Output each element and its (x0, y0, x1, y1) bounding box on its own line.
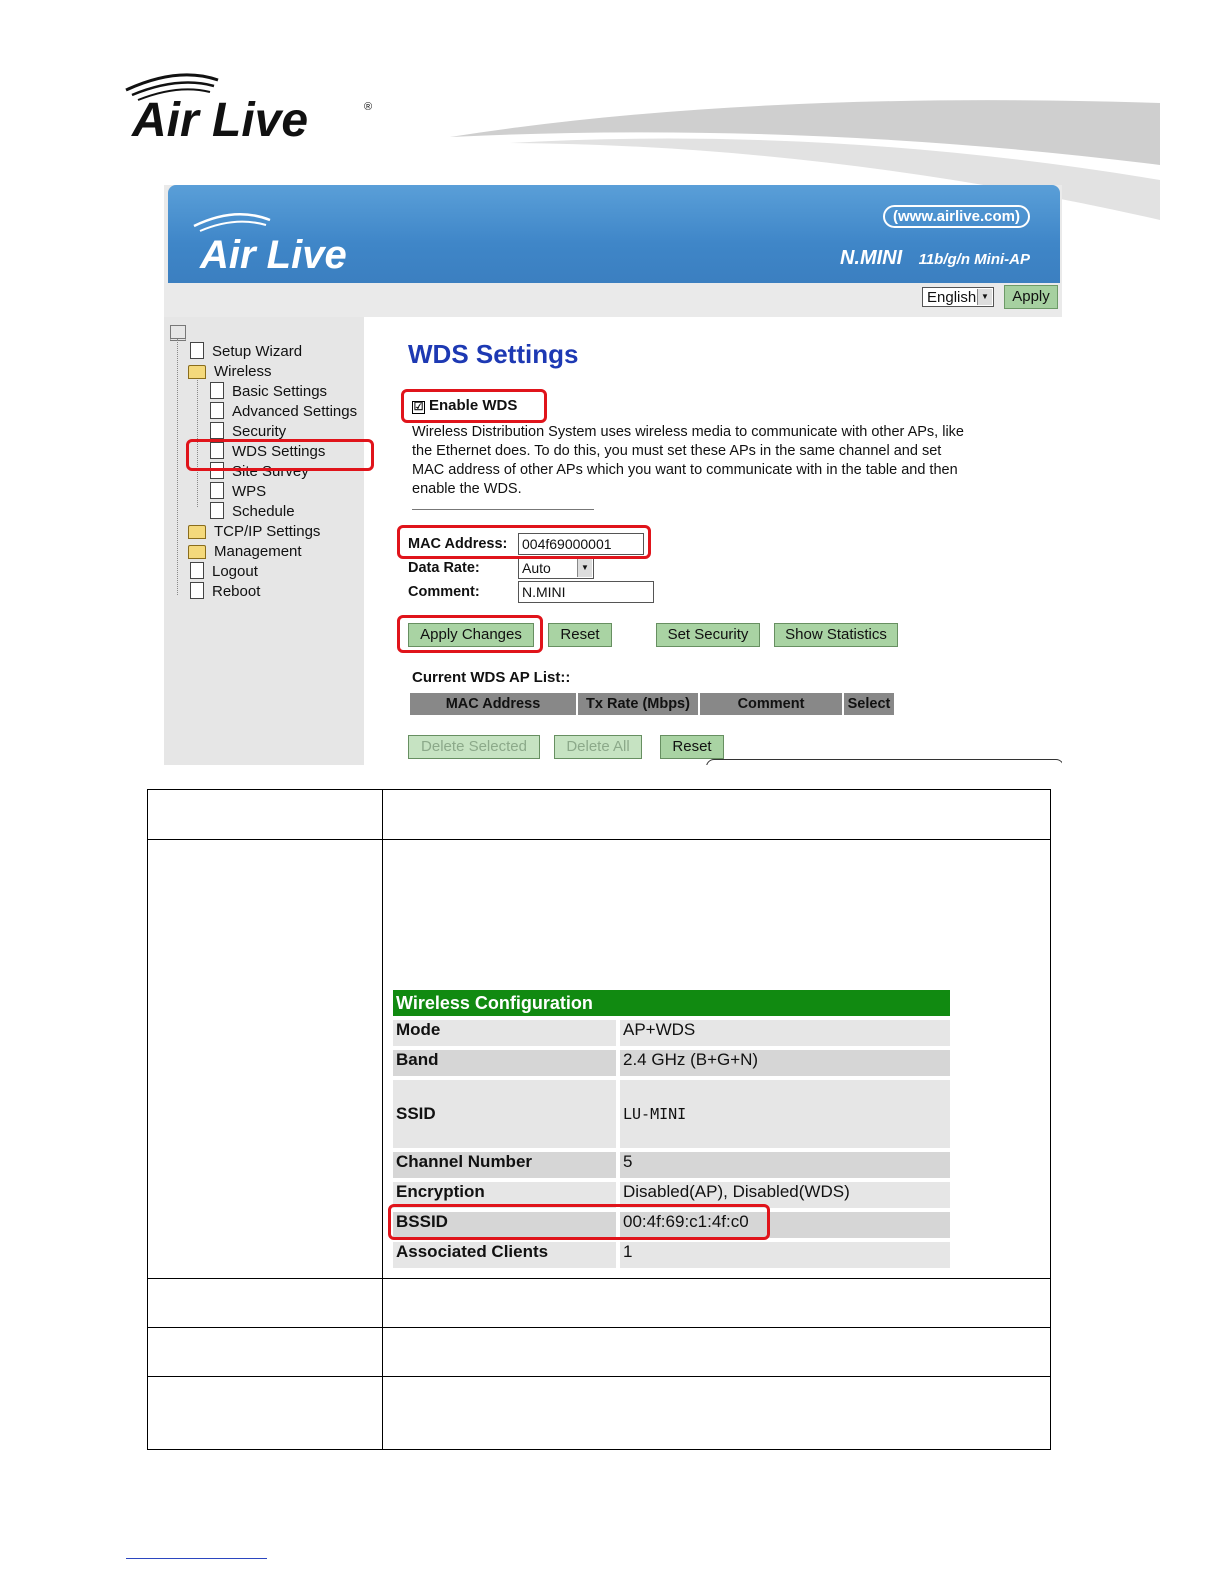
folder-icon (188, 525, 206, 539)
enable-wds-label: Enable WDS (429, 397, 518, 414)
reset-button[interactable]: Reset (548, 623, 612, 647)
delete-all-button[interactable]: Delete All (554, 735, 642, 759)
tree-item-management[interactable]: Management (188, 542, 302, 562)
tree-item-security[interactable]: Security (210, 422, 286, 442)
page-icon (190, 342, 204, 359)
highlight-wds-settings (186, 439, 374, 471)
column-comment: Comment (700, 693, 842, 715)
page-title: WDS Settings (408, 339, 579, 369)
table-row-divider (148, 1327, 1050, 1328)
tree-item-wireless[interactable]: Wireless (188, 362, 272, 382)
language-value: English (927, 289, 977, 306)
wds-description: Wireless Distribution System uses wireless media to communicate with other APs, like the Ethernet does. To do this, you must set these APs in the same channel and set MAC address of other APs which you want to communicate with in the table and then enable the WDS. (412, 424, 964, 497)
page-icon (210, 502, 224, 519)
config-row-bssid: BSSID 00:4f:69:c1:4f:c0 (393, 1212, 950, 1238)
config-row-band: Band 2.4 GHz (B+G+N) (393, 1050, 950, 1076)
website-link[interactable]: (www.airlive.com) (883, 205, 1030, 228)
comment-label: Comment: (408, 584, 480, 600)
apply-changes-button[interactable]: Apply Changes (408, 623, 534, 647)
column-select: Select (844, 693, 894, 715)
table-row-divider (148, 839, 1050, 840)
airlive-banner (168, 185, 1060, 283)
checkbox-checked-icon[interactable]: ☑ (413, 401, 424, 413)
delete-selected-button[interactable]: Delete Selected (408, 735, 540, 759)
column-mac-address: MAC Address (410, 693, 576, 715)
table-column-divider (382, 790, 383, 1449)
folder-icon (188, 545, 206, 559)
divider (412, 509, 594, 510)
page-icon (210, 382, 224, 399)
tree-item-wds-settings[interactable]: WDS Settings (210, 442, 325, 462)
nav-tree (164, 317, 364, 765)
config-row-ssid: SSID LU-MINI (393, 1080, 950, 1148)
tree-item-logout[interactable]: Logout (190, 562, 258, 582)
data-rate-value: Auto (522, 560, 551, 576)
model-label (840, 247, 1030, 270)
svg-text:®: ® (364, 101, 373, 113)
table-row-divider (148, 1376, 1050, 1377)
config-row-channel-number: Channel Number 5 (393, 1152, 950, 1178)
tooltip-bubble (706, 759, 1062, 765)
router-ui-screenshot (164, 185, 1062, 765)
model-description: 11b/g/n Mini-AP (918, 251, 1030, 268)
tree-item-schedule[interactable]: Schedule (210, 502, 295, 522)
wireless-configuration-header: Wireless Configuration (393, 990, 950, 1016)
tree-item-basic-settings[interactable]: Basic Settings (210, 382, 327, 402)
tree-item-wps[interactable]: WPS (210, 482, 266, 502)
page-icon (210, 482, 224, 499)
list-reset-button[interactable]: Reset (660, 735, 724, 759)
tree-item-site-survey[interactable]: Site Survey (210, 462, 309, 482)
folder-open-icon (188, 365, 206, 379)
set-security-button[interactable]: Set Security (656, 623, 760, 647)
config-row-mode: Mode AP+WDS (393, 1020, 950, 1046)
data-rate-label: Data Rate: (408, 560, 480, 576)
tree-item-setup-wizard[interactable]: Setup Wizard (190, 342, 302, 362)
page-logo-text: Air Live (132, 94, 309, 147)
comment-input[interactable]: N.MINI (518, 581, 654, 603)
mac-address-label: MAC Address: (408, 536, 508, 552)
highlight-apply-changes (397, 615, 543, 653)
language-select[interactable] (922, 287, 994, 307)
config-row-associated-clients: Associated Clients 1 (393, 1242, 950, 1268)
chevron-down-icon[interactable]: ▼ (977, 289, 992, 305)
highlight-mac-address (397, 525, 651, 559)
banner-logo-text: Air Live (200, 233, 347, 277)
airlive-logo (118, 68, 388, 148)
show-statistics-button[interactable]: Show Statistics (774, 623, 898, 647)
wds-ap-list-title: Current WDS AP List:: (412, 669, 571, 686)
data-rate-select[interactable] (518, 557, 594, 579)
model-name: N.MINI (839, 247, 903, 269)
banner-logo (190, 210, 400, 280)
chevron-down-icon[interactable]: ▼ (577, 559, 592, 577)
language-bar (164, 283, 1062, 317)
footer-link-line (126, 1558, 267, 1559)
page-icon (210, 402, 224, 419)
config-row-encryption: Encryption Disabled(AP), Disabled(WDS) (393, 1182, 950, 1208)
page-icon (190, 582, 204, 599)
page-icon (210, 422, 224, 439)
network-icon (170, 325, 186, 341)
highlight-enable-wds (401, 389, 547, 423)
language-apply-button[interactable]: Apply (1004, 285, 1058, 309)
column-tx-rate: Tx Rate (Mbps) (578, 693, 698, 715)
page-icon (190, 562, 204, 579)
tree-item-reboot[interactable]: Reboot (190, 582, 260, 602)
highlight-bssid (388, 1204, 770, 1240)
wds-ap-list-header (410, 693, 896, 715)
tree-item-tcpip-settings[interactable]: TCP/IP Settings (188, 522, 320, 542)
tree-item-advanced-settings[interactable]: Advanced Settings (210, 402, 357, 422)
table-row-divider (148, 1278, 1050, 1279)
mac-address-input[interactable]: 004f69000001 (518, 533, 644, 555)
